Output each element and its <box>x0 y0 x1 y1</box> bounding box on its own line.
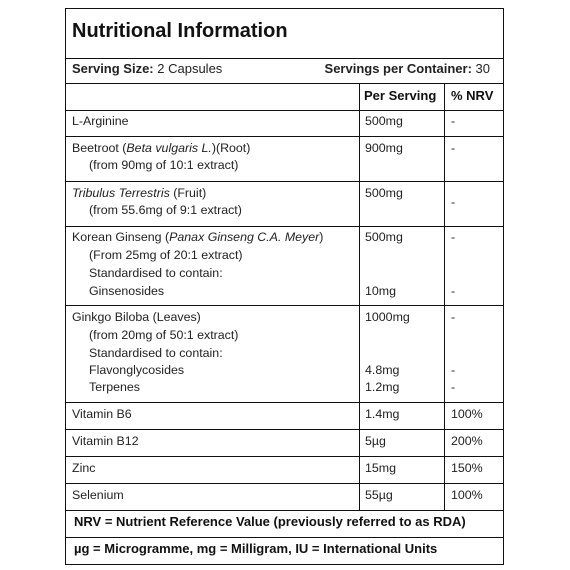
nutrient-detail: Flavonglycosides <box>89 363 185 377</box>
nutrient-nrv: - <box>451 310 456 324</box>
row-divider <box>66 110 503 111</box>
nutrient-amount: 55µg <box>365 488 393 502</box>
nutrient-nrv: - <box>451 230 456 244</box>
nutrient-name: Selenium <box>72 488 124 502</box>
nutrient-detail: Standardised to contain: <box>89 346 223 360</box>
nutrient-detail: (from 55.6mg of 9:1 extract) <box>89 203 242 217</box>
row-divider <box>66 305 503 306</box>
nutrient-name <box>72 140 250 158</box>
ginseng-part: ) <box>319 230 324 244</box>
nutrient-nrv: - <box>451 284 456 298</box>
nutrient-detail: (From 25mg of 20:1 extract) <box>89 248 243 262</box>
divider <box>66 58 503 59</box>
ginseng-latin: Panax Ginseng C.A. Meyer <box>169 230 320 244</box>
row-divider <box>66 456 503 457</box>
nutrient-amount: 5µg <box>365 434 386 448</box>
nutrient-name <box>72 229 323 247</box>
nutrition-panel <box>65 8 504 565</box>
nutrient-detail: Standardised to contain: <box>89 266 223 280</box>
row-divider <box>66 226 503 227</box>
row-divider <box>66 483 503 484</box>
nutrient-name <box>72 185 206 203</box>
tribulus-part: (Fruit) <box>169 186 207 200</box>
nutrient-name: Vitamin B12 <box>72 434 139 448</box>
nutrient-name: Ginkgo Biloba (Leaves) <box>72 310 201 324</box>
nutrient-amount: 10mg <box>365 284 396 298</box>
nutrient-amount: 500mg <box>365 230 403 244</box>
ginseng-name: Korean Ginseng ( <box>72 230 170 244</box>
nutrient-amount: 1.2mg <box>365 380 400 394</box>
nutrient-nrv: 100% <box>451 488 483 502</box>
units-footnote: µg = Microgramme, mg = Milligram, IU = International Units <box>74 541 438 556</box>
nutrient-amount: 500mg <box>365 186 403 200</box>
serving-size-label: Serving Size: <box>72 61 154 76</box>
nrv-header: % NRV <box>451 88 494 103</box>
nrv-footnote: NRV = Nutrient Reference Value (previously referred to as RDA) <box>74 514 466 529</box>
row-divider <box>66 181 503 182</box>
row-divider <box>66 537 503 538</box>
nutrient-name: L-Arginine <box>72 114 129 128</box>
servings-per-container <box>325 61 490 76</box>
row-divider <box>66 429 503 430</box>
serving-size-value: 2 Capsules <box>157 61 223 76</box>
servings-per-container-label: Servings per Container: <box>324 61 472 76</box>
nutrient-amount: 1.4mg <box>365 407 400 421</box>
beetroot-name: Beetroot ( <box>72 141 127 155</box>
per-serving-header: Per Serving <box>364 88 437 103</box>
row-divider <box>66 402 503 403</box>
column-divider <box>359 83 360 511</box>
nutrient-amount: 900mg <box>365 141 403 155</box>
beetroot-latin: Beta vulgaris L. <box>126 141 212 155</box>
nutrient-nrv: 100% <box>451 407 483 421</box>
nutrient-detail: (from 90mg of 10:1 extract) <box>89 158 239 172</box>
nutrient-nrv: - <box>451 363 456 377</box>
nutrient-amount: 500mg <box>365 114 403 128</box>
row-divider <box>66 510 503 511</box>
nutrient-detail: Ginsenosides <box>89 284 165 298</box>
nutrient-amount: 15mg <box>365 461 396 475</box>
servings-per-container-value: 30 <box>475 61 490 76</box>
nutrient-name: Zinc <box>72 461 96 475</box>
nutrient-detail: (from 20mg of 50:1 extract) <box>89 328 239 342</box>
tribulus-latin: Tribulus Terrestris <box>72 186 170 200</box>
beetroot-part: )(Root) <box>211 141 251 155</box>
nutrient-nrv: 200% <box>451 434 483 448</box>
nutrient-nrv: 150% <box>451 461 483 475</box>
serving-size <box>72 61 222 76</box>
row-divider <box>66 136 503 137</box>
nutrient-nrv: - <box>451 141 456 155</box>
nutrient-nrv: - <box>451 195 456 209</box>
nutrient-name: Vitamin B6 <box>72 407 132 421</box>
column-divider <box>444 83 445 511</box>
nutrient-amount: 1000mg <box>365 310 410 324</box>
divider <box>66 83 503 84</box>
nutrient-nrv: - <box>451 114 456 128</box>
panel-title: Nutritional Information <box>72 20 288 42</box>
nutrient-detail: Terpenes <box>89 380 140 394</box>
nutrient-nrv: - <box>451 380 456 394</box>
nutrient-amount: 4.8mg <box>365 363 400 377</box>
